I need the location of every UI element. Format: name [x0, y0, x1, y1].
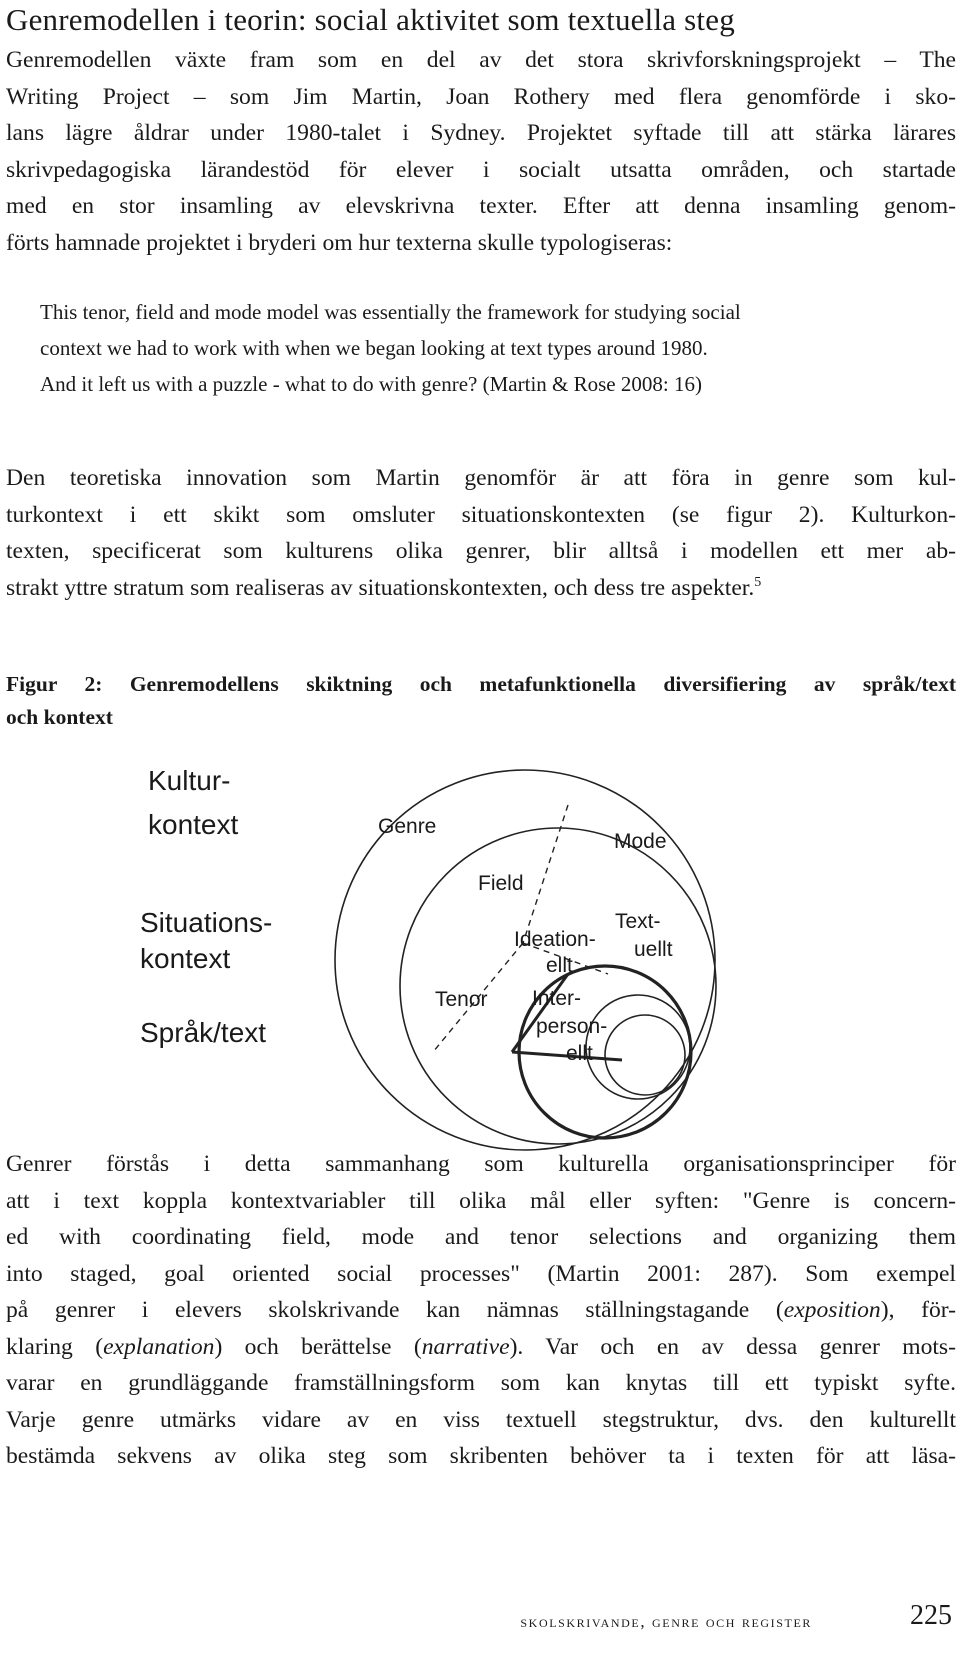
- italic-term: explanation: [103, 1333, 215, 1360]
- label-mode: Mode: [614, 830, 667, 853]
- text-line: into staged, goal oriented social processes" (Martin 2001: 287). Som exempel: [6, 1260, 956, 1287]
- caption-line: och kontext: [6, 705, 113, 729]
- text-line: med en stor insamling av elevskrivna texter. Efter att denna insamling genom-: [6, 193, 956, 219]
- label-kultur: Kultur-: [148, 765, 231, 796]
- text-line: turkontext i ett skikt som omsluter situationskontexten (se figur 2). Kulturkon-: [6, 501, 956, 528]
- text-segment: ) och berättelse (: [214, 1333, 422, 1360]
- genre-model-figure: [140, 760, 880, 1155]
- label-textuellt: Text-: [615, 910, 661, 933]
- text-segment: på genrer i elevers skolskrivande kan nämnas ställningstagande (: [6, 1297, 784, 1323]
- text-line: [6, 1292, 956, 1329]
- text-segment: klaring (: [6, 1333, 104, 1360]
- label-textuellt-suffix: uellt: [634, 938, 673, 961]
- paragraph-innovation: [6, 460, 956, 606]
- label-interpersonellt-suffix: ellt: [566, 1042, 593, 1065]
- label-kontext: kontext: [148, 809, 239, 840]
- textual-circle-inner: [605, 1015, 685, 1095]
- field-mode-divider: [523, 805, 568, 943]
- paragraph-intro: [6, 42, 956, 261]
- text-line: skrivpedagogiska lärandestöd för elever i socialt utsatta områden, och startade: [6, 156, 956, 183]
- label-situations-kontext: kontext: [140, 943, 231, 974]
- label-sprak-text: Språk/text: [140, 1017, 267, 1048]
- label-genre: Genre: [378, 815, 437, 838]
- ideational-interpersonal-divider: [512, 974, 568, 1052]
- label-ideationellt: Ideation-: [514, 928, 596, 951]
- label-ideationellt-suffix: ellt: [546, 954, 573, 977]
- text-segment: ), för-: [880, 1297, 956, 1323]
- block-quote: [40, 294, 920, 402]
- genre-model-diagram: [140, 760, 880, 1155]
- paragraph-genre-definition: [6, 1146, 956, 1475]
- quote-line: context we had to work with when we began looking at text types around 1980.: [40, 336, 708, 360]
- text-line: Genremodellen växte fram som en del av det stora skrivforskningsprojekt – The: [6, 47, 956, 73]
- text-line: Genrer förstås i detta sammanhang som kulturella organisationsprinciper för: [6, 1151, 956, 1177]
- text-line: texten, specificerat som kulturens olika genrer, blir alltså i modellen ett mer ab-: [6, 538, 956, 564]
- text-line: lans lägre åldrar under 1980-talet i Sydney. Projektet syftade till att stärka lärares: [6, 120, 956, 146]
- textual-circle-outer: [586, 995, 690, 1099]
- page-footer: [0, 1600, 960, 1640]
- section-heading: Genremodellen i teorin: social aktivitet som textuella steg: [6, 2, 735, 37]
- text-line: Writing Project – som Jim Martin, Joan Rothery med flera genomförde i sko-: [6, 83, 956, 110]
- text-segment: ). Var och en av dessa genrer mots-: [509, 1333, 956, 1360]
- label-field: Field: [478, 872, 524, 895]
- label-situations: Situations-: [140, 907, 273, 938]
- italic-term: exposition: [783, 1297, 881, 1323]
- footnote-marker[interactable]: 5: [754, 574, 762, 590]
- text-line: förts hamnade projektet i bryderi om hur texterna skulle typologiseras:: [6, 229, 673, 256]
- text-line: varar en grundläggande framställningsform som kan knytas till ett typiskt syfte.: [6, 1370, 956, 1396]
- quote-line: This tenor, field and mode model was essentially the framework for studying social: [40, 300, 741, 324]
- text-line: bestämda sekvens av olika steg som skribenten behöver ta i texten för att läsa-: [6, 1443, 956, 1469]
- text-line-content: strakt yttre stratum som realiseras av situationskontexten, och dess tre aspekter.: [6, 574, 755, 601]
- text-line: [6, 1329, 956, 1366]
- text-line: Varje genre utmärks vidare av en viss textuell stegstruktur, dvs. den kulturellt: [6, 1406, 956, 1433]
- text-line: Den teoretiska innovation som Martin genomför är att föra in genre som kul-: [6, 465, 956, 491]
- figure-caption: [6, 668, 956, 734]
- caption-line: Figur 2: Genremodellens skiktning och metafunktionella diversifiering av språk/text: [6, 672, 956, 696]
- label-tenor: Tenor: [435, 988, 488, 1011]
- text-line: ed with coordinating field, mode and tenor selections and organizing them: [6, 1224, 956, 1250]
- running-head: skolskrivande, genre och register: [520, 1612, 812, 1631]
- text-line: [6, 570, 956, 607]
- label-interpersonellt: Inter-: [532, 987, 582, 1010]
- italic-term: narrative: [421, 1333, 510, 1360]
- quote-line: And it left us with a puzzle - what to do with genre? (Martin & Rose 2008: 16): [40, 372, 702, 396]
- label-interpersonellt-mid: person-: [536, 1015, 608, 1038]
- text-line: att i text koppla kontextvariabler till olika mål eller syften: "Genre is concern-: [6, 1187, 956, 1214]
- page-number: 225: [910, 1600, 952, 1631]
